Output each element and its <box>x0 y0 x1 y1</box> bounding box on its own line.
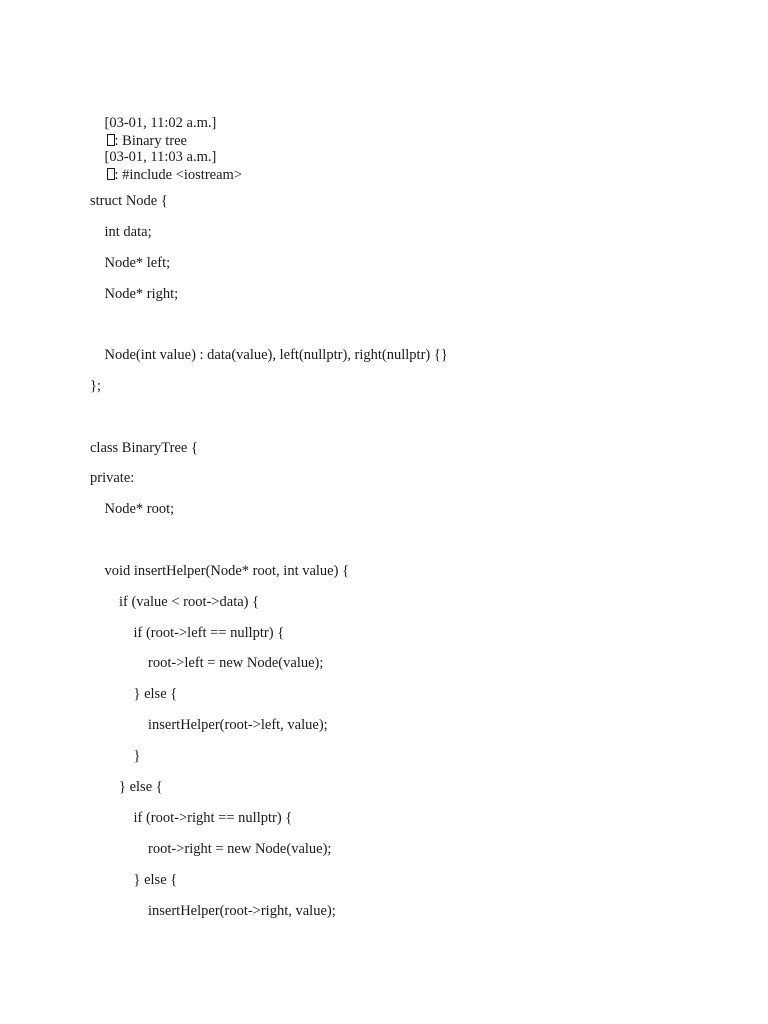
code-line: void insertHelper(Node* root, int value) { <box>90 563 350 579</box>
code-line: } else { <box>90 872 178 888</box>
message-time: [03-01, 11:03 a.m.] <box>104 149 217 165</box>
code-line: root->left = new Node(value); <box>90 655 324 671</box>
code-line: class BinaryTree { <box>90 440 198 456</box>
code-line: if (root->right == nullptr) { <box>90 810 293 826</box>
missing-glyph-icon <box>107 168 115 180</box>
code-line: Node(int value) : data(value), left(nullptr), right(nullptr) {} <box>90 347 448 363</box>
message-text: : Binary tree <box>114 133 187 149</box>
code-line: } <box>90 748 141 764</box>
message-text: : #include <iostream> <box>114 167 242 183</box>
code-line: insertHelper(root->right, value); <box>90 903 336 919</box>
code-line: }; <box>90 378 101 394</box>
code-line: Node* right; <box>90 286 179 302</box>
code-line: private: <box>90 470 135 486</box>
code-line: Node* root; <box>90 501 175 517</box>
code-line: if (root->left == nullptr) { <box>90 625 285 641</box>
message-time: [03-01, 11:02 a.m.] <box>104 115 217 131</box>
code-line: int data; <box>90 224 152 240</box>
code-line: insertHelper(root->left, value); <box>90 717 328 733</box>
code-line: struct Node { <box>90 193 168 209</box>
code-line: root->right = new Node(value); <box>90 841 332 857</box>
code-line: if (value < root->data) { <box>90 594 260 610</box>
code-line: Node* left; <box>90 255 171 271</box>
code-line: } else { <box>90 686 178 702</box>
code-line: } else { <box>90 779 163 795</box>
